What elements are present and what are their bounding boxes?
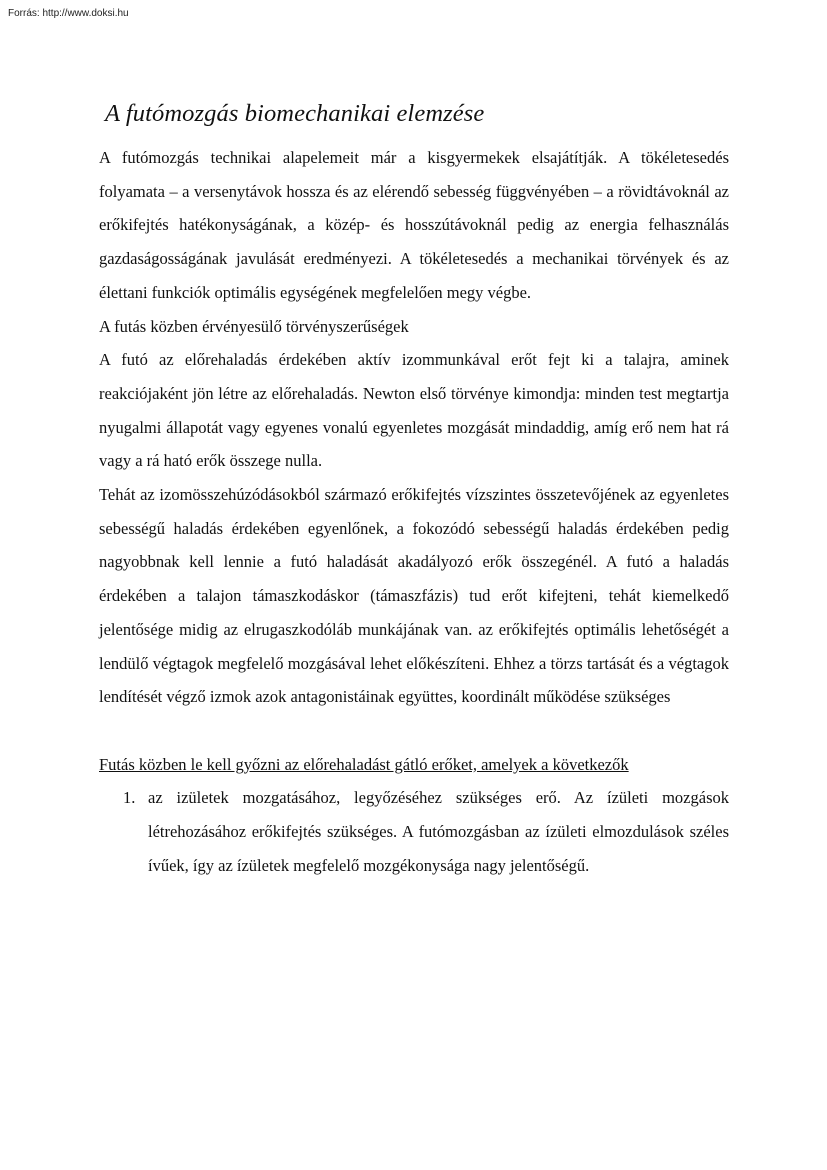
newton-paragraph: A futó az előrehaladás érdekében aktív izommunkával erőt fejt ki a talajra, aminek reakciójaként jön létre az előrehaladás. Newton első törvénye kimondja: minden test megtartja nyugalmi állapotát vagy egyenes vonalú egyenletes mozgását mindaddig, amíg erő nem hat rá vagy a rá ható erők összege nulla. [99, 350, 729, 471]
section-subheading: A futás közben érvényesülő törvényszerűségek [99, 316, 409, 336]
underlined-heading: Futás közben le kell győzni az előrehaladást gátló erőket, amelyek a következők [99, 754, 629, 774]
document-title: A futómozgás biomechanikai elemzése [105, 100, 485, 127]
blank-line [99, 714, 729, 748]
list-item [99, 781, 729, 882]
list-item-text: az izületek mozgatásához, legyőzéséhez szükséges erő. Az ízületi mozgások létrehozásához erőkifejtés szükséges. A futómozgásban az ízületi elmozdulások széles ívűek, így az ízületek megfelelő mozgékonysága nagy jelentőségű. [148, 788, 729, 875]
force-paragraph: Tehát az izomösszehúzódásokból származó erőkifejtés vízszintes összetevőjének az egyenletes sebességű haladás érdekében egyenlőnek, a fokozódó sebességű haladás érdekében pedig nagyobbnak kell lennie a futó haladását akadályozó erők összegénél. A futó a haladás érdekében a talajon támaszkodáskor (támaszfázis) tud erőt kifejteni, tehát kiemelkedő jelentősége midig az elrugaszkodóláb munkájának van. az erőkifejtés optimális lehetőségét a lendülő végtagok megfelelő mozgásával lehet előkészíteni. Ehhez a törzs tartását és a végtagok lendítését végző izmok azok antagonistáinak együttes, koordinált működése szükséges [99, 485, 729, 707]
list-item-number: 1. [123, 788, 136, 808]
source-url: Forrás: http://www.doksi.hu [8, 8, 129, 19]
forces-list [99, 781, 729, 882]
document-page [99, 98, 729, 882]
intro-paragraph: A futómozgás technikai alapelemeit már a kisgyermekek elsajátítják. A tökéletesedés folyamata – a versenytávok hossza és az elérendő sebesség függvényében – a rövidtávoknál az erőkifejtés hatékonyságának, a közép- és hosszútávoknál pedig az energia felhasználás gazdaságosságának javulását eredményezi. A tökéletesedés a mechanikai törvények és az élettani funkciók optimális egységének megfelelően megy végbe. [99, 148, 729, 302]
